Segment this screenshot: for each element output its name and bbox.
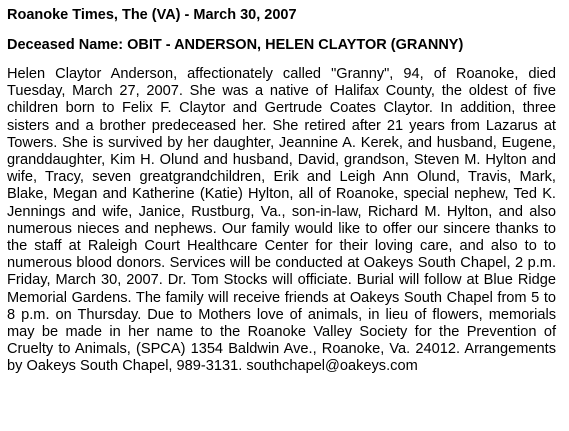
obituary-document <box>7 7 556 376</box>
deceased-name-heading: Deceased Name: OBIT - ANDERSON, HELEN CLAYTOR (GRANNY) <box>7 37 464 53</box>
publication-header: Roanoke Times, The (VA) - March 30, 2007 <box>7 7 297 23</box>
obituary-text: Helen Claytor Anderson, affectionately called "Granny", 94, of Roanoke, died Tuesday, March 27, 2007. She was a native of Halifax County, the oldest of five children born to Felix F. Claytor and Gertrude Coates Claytor. In addition, three sisters and a brother predeceased her. She retired after 21 years from Lazarus at Towers. She is survived by her daughter, Jeannine A. Kerek, and husband, Eugene, granddaughter, Kim H. Olund and husband, David, grandson, Steven M. Hylton and wife, Tracy, seven greatgrandchildren, Erik and Leigh Ann Olund, Travis, Mark, Blake, Megan and Katherine (Katie) Hylton, all of Roanoke, special nephew, Ted K. Jennings and wife, Janice, Rustburg, Va., son-in-law, Richard M. Hylton, and also numerous nieces and nephews. Our family would like to offer our sincere thanks to the staff at Raleigh Court Healthcare Center for their loving care, and also to to numerous blood donors. Services will be conducted at Oakeys South Chapel, 2 p.m. Friday, March 30, 2007. Dr. Tom Stocks will officiate. Burial will follow at Blue Ridge Memorial Gardens. The family will receive friends at Oakeys South Chapel from 5 to 8 p.m. on Thursday. Due to Mothers love of animals, in lieu of flowers, memorials may be made in her name to the Roanoke Valley Society for the Prevention of Cruelty to Animals, (SPCA) 1354 Baldwin Ave., Roanoke, Va. 24012. Arrangements by Oakeys South Chapel, 989-3131. <box>7 66 556 375</box>
contact-email: southchapel@oakeys.com <box>246 358 418 375</box>
obituary-body <box>7 66 556 376</box>
